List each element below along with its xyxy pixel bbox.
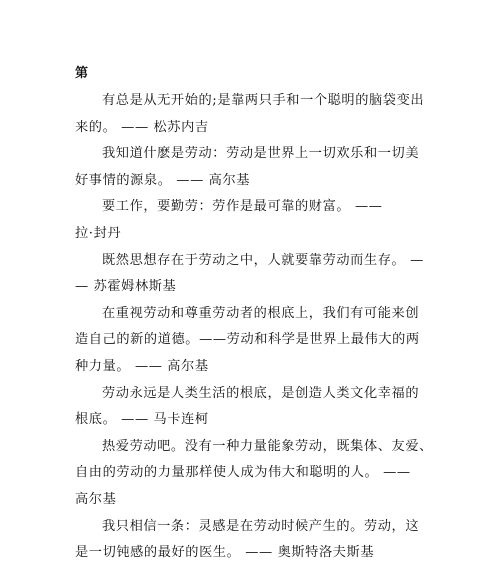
text-line: — 苏霍姆林斯基 bbox=[75, 279, 177, 295]
text-line: 高尔基 bbox=[75, 491, 117, 507]
text-line: 热爱劳动吧。没有一种力量能象劳动，既集体、友爱、 bbox=[102, 438, 433, 454]
text-line: 我只相信一条：灵感是在劳动时候产生的。劳动，这 bbox=[102, 518, 420, 534]
text-line: 是一切钝感的最好的医生。 —— 奥斯特洛夫斯基 bbox=[75, 545, 375, 561]
text-line: 造自己的新的道德。——劳动和科学是世界上最伟大的两 bbox=[75, 332, 420, 348]
quote-lines bbox=[75, 88, 433, 566]
text-line: 在重视劳动和尊重劳动者的根底上，我们有可能来创 bbox=[102, 305, 420, 321]
text-line: 既然思想存在于劳动之中，人就要靠劳动而生存。 — bbox=[102, 252, 424, 268]
section-heading: 第 bbox=[75, 66, 89, 81]
text-line: 我知道什麽是劳动：劳动是世界上一切欢乐和一切美 bbox=[102, 146, 420, 162]
text-line: 来的。 —— 松苏内吉 bbox=[75, 119, 209, 135]
text-line: 种力量。 —— 高尔基 bbox=[75, 358, 209, 374]
text-line: 拉·封丹 bbox=[75, 225, 122, 241]
quote-text-block bbox=[75, 60, 433, 566]
text-line: 劳动永远是人类生活的根底，是创造人类文化幸福的 bbox=[102, 385, 420, 401]
text-line: 根底。 —— 马卡连柯 bbox=[75, 412, 209, 428]
text-line: 自由的劳动的力量那样使人成为伟大和聪明的人。 —— bbox=[75, 465, 411, 481]
text-line: 要工作，要勤劳：劳作是最可靠的财富。 —— bbox=[102, 199, 383, 215]
text-line: 有总是从无开始的;是靠两只手和一个聪明的脑袋变出 bbox=[102, 93, 425, 108]
text-line: 好事情的源泉。 —— 高尔基 bbox=[75, 172, 251, 188]
